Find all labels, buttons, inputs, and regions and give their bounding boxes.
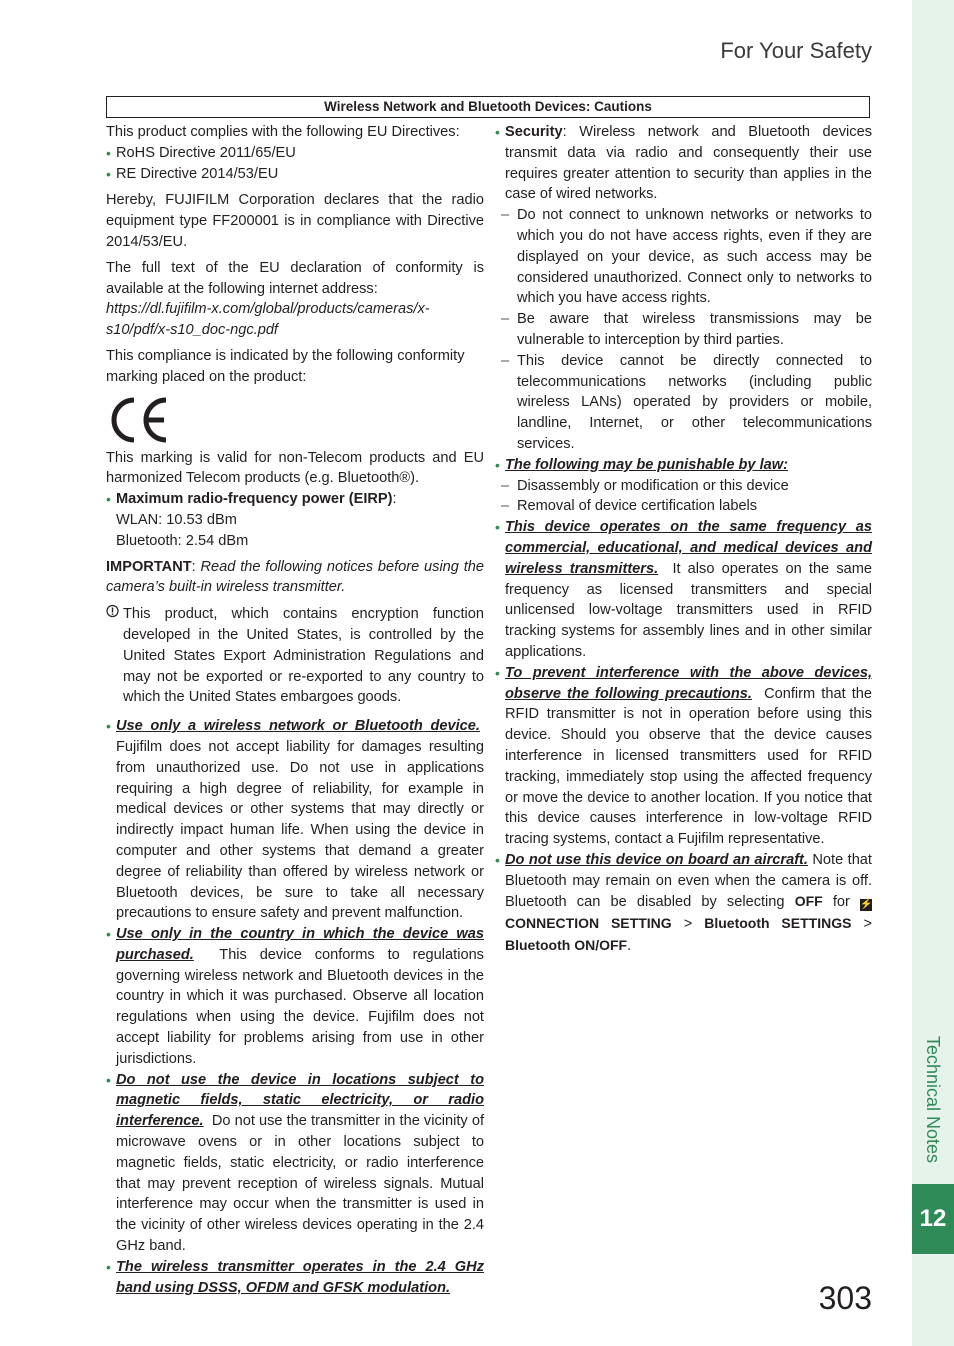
chapter-sidebar [912,0,954,1346]
sub-list-item: – Be aware that wireless transmissions may be vulnerable to interception by third parties. [495,309,872,351]
section-title: Wireless Network and Bluetooth Devices: Cautions [106,96,870,118]
wlan-power: WLAN: 10.53 dBm [116,511,237,528]
list-item: • The wireless transmitter operates in the 2.4 GHz band using DSSS, OFDM and GFSK modulation. [106,1257,484,1299]
page-number: 303 [818,1280,872,1316]
list-item: • Maximum radio-frequency power (EIRP): [106,489,484,510]
directives-intro: This product complies with the following EU Directives: [106,124,460,140]
menu-path-bluetooth-settings: Bluetooth SETTINGS [704,915,852,932]
marking-valid-text: This marking is valid for non-Telecom products and EU harmonized Telecom products (e.g. Bluetooth®). [106,449,484,487]
list-item: • RoHS Directive 2011/65/EU [106,143,484,164]
list-item: • Security: Wireless network and Bluetooth devices transmit data via radio and consequently their use requires greater attention to security than applies in the case of wired networks. [495,122,872,205]
important-notice: IMPORTANT: Read the following notices before using the camera’s built-in wireless transmitter. [106,558,484,596]
right-column [495,122,872,957]
sub-list-item: – This device cannot be directly connected to telecommunications networks (including public wireless LANs) operated by providers or mobile, landline, Internet, or other telecommunications services. [495,351,872,455]
menu-path-bluetooth-onoff: Bluetooth ON/OFF [505,937,628,954]
list-item: • Use only a wireless network or Bluetooth device. Fujifilm does not accept liability for damages resulting from unauthorized use. Do not use in applications requiring a high degree of reliability, for example in medical devices or other systems that may directly or indirectly impact human life. When using the device in computer and other systems that demand a greater degree of reliability than offered by wireless network or Bluetooth devices, be sure to take all necessary precautions to ensure safety and prevent malfunction. [106,716,484,924]
list-item: • This device operates on the same frequency as commercial, educational, and medical devices and wireless transmitters. It also operates on the same frequency as licensed transmitters and special unlicensed low-voltage transmitters used in RFID tracking systems for assembly lines and in other similar applications. [495,517,872,663]
caution-icon [106,604,119,625]
list-item: • Do not use the device in locations subject to magnetic fields, static electricity, or radio interference. Do not use the transmitter in the vicinity of microwave ovens or in other locations subject to magnetic fields, static electricity, or radio interference that may prevent reception of wireless signals. Mutual interference may occur when the transmitter is used in the vicinity of other wireless devices operating in the 2.4 GHz band. [106,1070,484,1257]
ce-mark-icon [106,396,484,444]
compliance-text: This compliance is indicated by the following conformity marking placed on the product: [106,347,465,385]
list-item: • RE Directive 2014/53/EU [106,164,484,185]
sidebar-section-label[interactable]: Technical Notes [923,1035,944,1163]
off-option: OFF [794,893,823,910]
left-column [106,122,484,1298]
page-header-title: For Your Safety [720,38,872,63]
chapter-number-tab[interactable]: 12 [912,1184,954,1254]
sub-list-item: – Disassembly or modification or this device [495,476,872,497]
declaration-url[interactable]: https://dl.fujifilm-x.com/global/products/cameras/x-s10/pdf/x-s10_doc-ngc.pdf [106,301,430,339]
bluetooth-power: Bluetooth: 2.54 dBm [116,532,249,549]
declaration-text: Hereby, FUJIFILM Corporation declares that the radio equipment type FF200001 is in compliance with Directive 2014/53/EU. [106,192,484,250]
list-item: • Do not use this device on board an aircraft. Note that Bluetooth may remain on even when the camera is off. Bluetooth can be disabled by selecting OFF for ⚡ CONNECTION SETTING > Bluetooth SETTINGS > Bluetooth ON/OFF. [495,850,872,957]
sub-list-item: – Removal of device certification labels [495,496,872,517]
connection-setting-icon: ⚡ [860,899,873,911]
menu-path-connection: CONNECTION SETTING [505,915,672,932]
list-item: • The following may be punishable by law: [495,455,872,476]
fulltext-text: The full text of the EU declaration of conformity is available at the following internet address: [106,259,484,297]
list-item: • Use only in the country in which the device was purchased. This device conforms to regulations governing wireless network and Bluetooth devices in the country in which it was purchased. Observe all location regulations when using the device. Fujifilm does not accept liability for problems arising from use in other jurisdictions. [106,924,484,1070]
export-note: This product, which contains encryption function developed in the United States, is controlled by the United States Export Administration Regulations and may not be exported or re-exported to any country to which the United States embargoes goods. [106,604,484,708]
sub-list-item: – Do not connect to unknown networks or networks to which you do not have access rights, even if they are displayed on your device, as such access may be considered unauthorized. Connect only to networks to which you have access rights. [495,205,872,309]
list-item: • To prevent interference with the above devices, observe the following precautions. Confirm that the RFID transmitter is not in operation before using this device. Should you observe that the device causes interference in licensed transmitters used for RFID tracking, immediately stop using the affected frequency or move the device to another location. If you notice that this device causes interference in low-voltage RFID tracing systems, contact a Fujifilm representative. [495,663,872,850]
